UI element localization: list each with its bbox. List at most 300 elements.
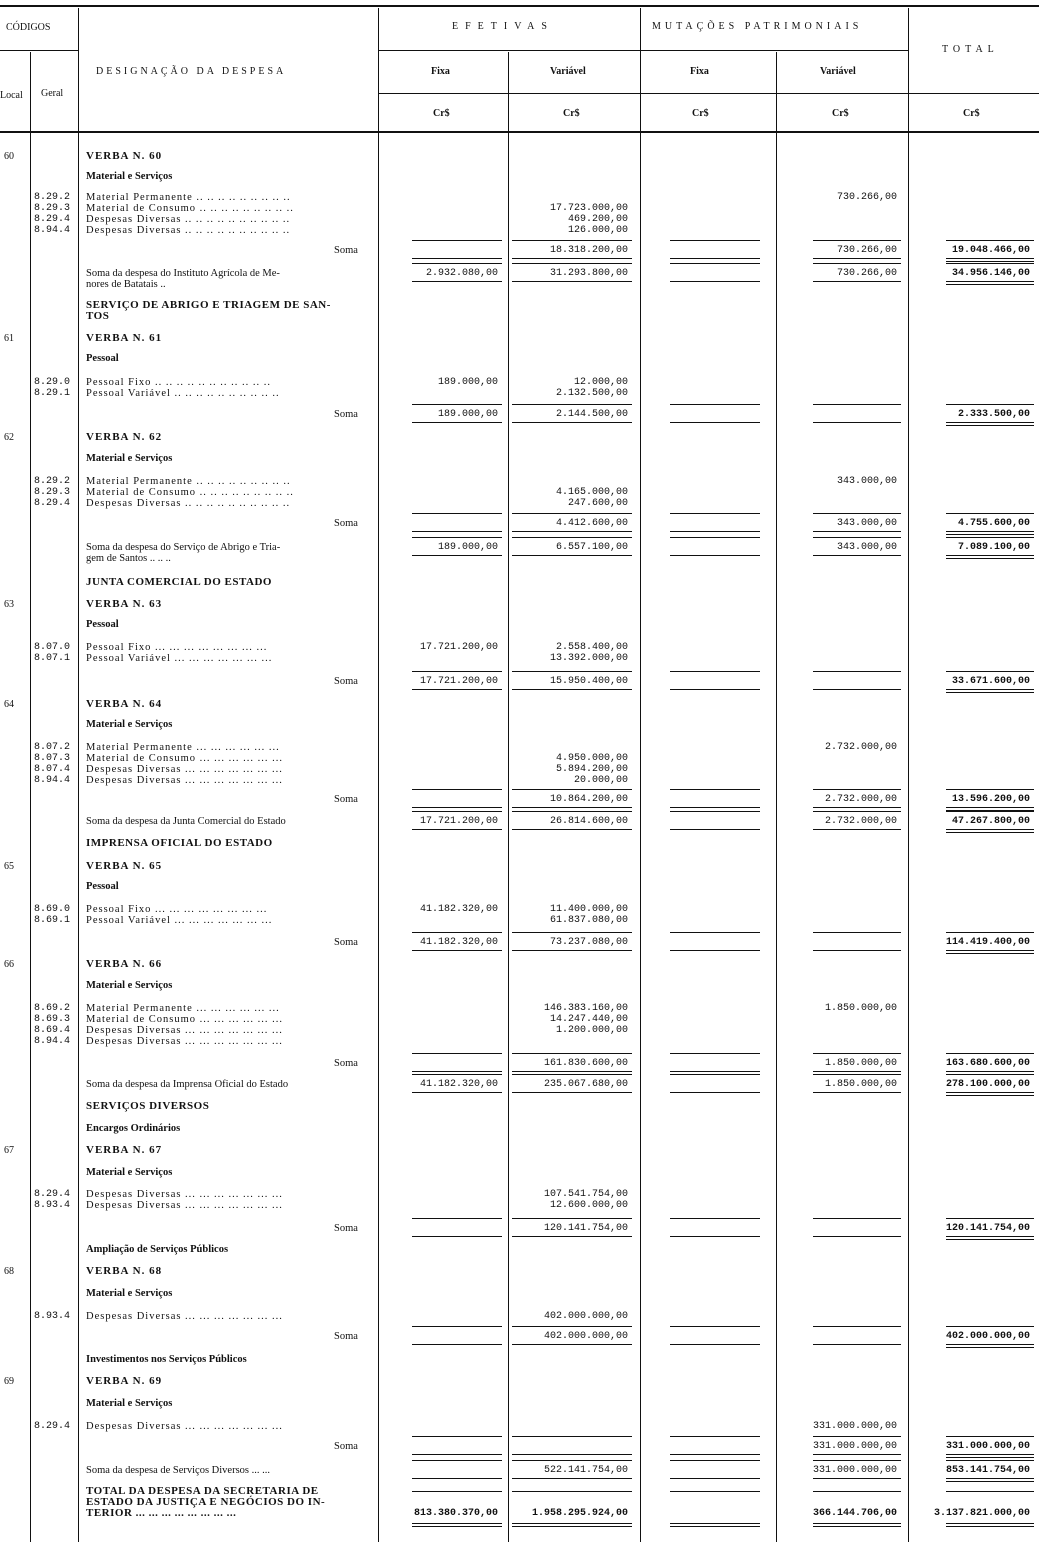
sum-underline	[670, 1478, 760, 1479]
sum-underline	[946, 832, 1034, 833]
sum-underline	[946, 1239, 1034, 1240]
sum-underline	[412, 1053, 502, 1054]
sum-underline	[946, 425, 1034, 426]
amount-fixa: 41.182.320,00	[419, 1079, 498, 1090]
amount-mut_var: 730.266,00	[836, 192, 897, 203]
section-heading: JUNTA COMERCIAL DO ESTADO	[86, 576, 272, 588]
amount-total: 33.671.600,00	[951, 676, 1030, 687]
sum-underline	[670, 422, 760, 423]
soma-label: Soma	[334, 518, 358, 529]
sum-underline	[670, 555, 760, 556]
sum-underline	[512, 555, 632, 556]
amount-variavel: 73.237.080,00	[549, 937, 628, 948]
sum-underline	[946, 1491, 1034, 1492]
sum-underline	[670, 1344, 760, 1345]
sum-underline	[412, 1436, 502, 1437]
sum-underline	[512, 789, 632, 790]
sum-underline	[512, 537, 632, 538]
sum-underline	[946, 689, 1034, 690]
section-heading: SERVIÇOS DIVERSOS	[86, 1100, 210, 1112]
sum-underline	[946, 692, 1034, 693]
amount-variavel: 402.000.000,00	[543, 1311, 628, 1322]
sum-underline	[813, 1523, 901, 1524]
sum-underline	[412, 513, 502, 514]
sum-underline	[946, 240, 1034, 241]
amount-variavel: 522.141.754,00	[543, 1465, 628, 1476]
sum-underline	[512, 689, 632, 690]
section-heading: SERVIÇO DE ABRIGO E TRIAGEM DE SAN- TOS	[86, 299, 331, 322]
row-local-code: 63	[4, 599, 14, 610]
row-description: Soma da despesa do Serviço de Abrigo e Tria- gem de Santos .. .. ..	[86, 542, 281, 564]
amount-total: 402.000.000,00	[945, 1331, 1030, 1342]
row-general-codes: 8.29.0 8.29.1	[34, 377, 71, 399]
subsection-heading: Pessoal	[86, 619, 119, 630]
amount-total: 4.755.600,00	[957, 518, 1030, 529]
row-local-code: 60	[4, 151, 14, 162]
sum-underline	[813, 1526, 901, 1527]
sum-underline	[813, 1071, 901, 1072]
sum-underline	[412, 1526, 502, 1527]
amount-variavel: 15.950.400,00	[549, 676, 628, 687]
sum-underline	[813, 689, 901, 690]
section-heading: IMPRENSA OFICIAL DO ESTADO	[86, 837, 273, 849]
sum-underline	[412, 1344, 502, 1345]
sum-underline	[946, 953, 1034, 954]
currency-total: Cr$	[963, 108, 980, 119]
amount-total: 120.141.754,00	[945, 1223, 1030, 1234]
amount-mut_var: 2.732.000,00	[824, 794, 897, 805]
section-heading: VERBA N. 62	[86, 431, 163, 443]
currency-variavel: Cr$	[563, 108, 580, 119]
row-description: Despesas Diversas ... ... ... ... ... ... ...	[86, 1421, 283, 1432]
amount-variavel: 4.950.000,00 5.894.200,00 20.000,00	[555, 753, 628, 786]
soma-label: Soma	[334, 1058, 358, 1069]
sum-underline	[512, 1092, 632, 1093]
designacao-header: DESIGNAÇÃO DA DESPESA	[96, 66, 287, 77]
row-description: Despesas Diversas ... ... ... ... ... ... ...	[86, 1311, 283, 1322]
sum-underline	[512, 1436, 632, 1437]
col-line-local	[30, 52, 31, 1542]
col-line-variavel	[640, 8, 641, 1542]
sum-underline	[412, 422, 502, 423]
row-general-codes: 8.29.2 8.29.3 8.29.4 8.94.4	[34, 192, 71, 236]
sum-underline	[946, 1436, 1034, 1437]
sum-underline	[946, 1326, 1034, 1327]
sum-underline	[946, 531, 1034, 532]
amount-variavel: 235.067.680,00	[543, 1079, 628, 1090]
sum-underline	[670, 281, 760, 282]
sum-underline	[670, 689, 760, 690]
amount-total: 13.596.200,00	[951, 794, 1030, 805]
sum-underline	[512, 671, 632, 672]
amount-fixa: 2.932.080,00	[425, 268, 498, 279]
amount-variavel: 1.958.295.924,00	[531, 1508, 628, 1519]
row-general-codes: 8.29.4	[34, 1421, 71, 1432]
soma-label: Soma	[334, 409, 358, 420]
amount-mut_var: 1.850.000,00	[824, 1003, 897, 1014]
amount-fixa: 17.721.200,00	[419, 642, 498, 653]
sum-underline	[412, 1326, 502, 1327]
sum-underline	[946, 1218, 1034, 1219]
row-general-codes: 8.07.0 8.07.1	[34, 642, 71, 664]
sum-underline	[412, 1454, 502, 1455]
sum-underline	[813, 1454, 901, 1455]
row-local-code: 61	[4, 333, 14, 344]
amount-mut_var: 343.000,00	[836, 518, 897, 529]
row-local-code: 66	[4, 959, 14, 970]
row-general-codes: 8.69.2 8.69.3 8.69.4 8.94.4	[34, 1003, 71, 1047]
sum-underline	[813, 1478, 901, 1479]
row-description: Material Permanente ... ... ... ... ... ... Material de Consumo ... ... ... ... ... ... Despesas Diversas ... ... ... ... ... ... ... Despesas Diversas ... ... ... ... ... ... ...	[86, 742, 283, 786]
col-line-geral	[78, 8, 79, 1542]
sum-underline	[813, 258, 901, 259]
sum-underline	[946, 807, 1034, 808]
sum-underline	[946, 1523, 1034, 1524]
sum-underline	[670, 404, 760, 405]
amount-total: 278.100.000,00	[945, 1079, 1030, 1090]
subsection-heading: Material e Serviços	[86, 171, 173, 182]
sum-underline	[813, 950, 901, 951]
amount-mut_var: 366.144.706,00	[812, 1508, 897, 1519]
amount-variavel: 10.864.200,00	[549, 794, 628, 805]
sum-underline	[412, 829, 502, 830]
row-local-code: 65	[4, 861, 14, 872]
sum-underline	[412, 950, 502, 951]
amount-total: 7.089.100,00	[957, 542, 1030, 553]
subsection-heading: Material e Serviços	[86, 980, 173, 991]
sum-underline	[946, 1053, 1034, 1054]
sum-underline	[813, 1460, 901, 1461]
sum-underline	[946, 1071, 1034, 1072]
sum-underline	[412, 1092, 502, 1093]
sum-underline	[670, 1436, 760, 1437]
amount-variavel: 26.814.600,00	[549, 816, 628, 827]
section-heading: VERBA N. 61	[86, 332, 163, 344]
amount-fixa: 189.000,00	[437, 542, 498, 553]
sum-underline	[670, 1460, 760, 1461]
row-general-codes: 8.29.2 8.29.3 8.29.4	[34, 476, 71, 509]
sum-underline	[512, 1326, 632, 1327]
sum-underline	[512, 281, 632, 282]
sum-underline	[412, 932, 502, 933]
sum-underline	[512, 240, 632, 241]
efetivas-header: EFETIVAS	[452, 21, 554, 32]
sum-underline	[412, 531, 502, 532]
sum-underline	[813, 1236, 901, 1237]
soma-label: Soma	[334, 1331, 358, 1342]
soma-label: Soma	[334, 794, 358, 805]
codigos-rule	[0, 50, 78, 51]
sum-underline	[512, 1460, 632, 1461]
variavel-header: Variável	[550, 66, 586, 77]
section-heading: TOTAL DA DESPESA DA SECRETARIA DE ESTADO DA JUSTIÇA E NEGÓCIOS DO IN- TERIOR ... ... ... ... ... ... ... ...	[86, 1485, 326, 1519]
row-general-codes: 8.07.2 8.07.3 8.07.4 8.94.4	[34, 742, 71, 786]
sum-underline	[512, 807, 632, 808]
currency-rule	[378, 93, 1039, 94]
sum-underline	[670, 1326, 760, 1327]
amount-total: 331.000.000,00	[945, 1441, 1030, 1452]
sum-underline	[412, 807, 502, 808]
sum-underline	[670, 263, 760, 264]
amount-variavel: 17.723.000,00 469.200,00 126.000,00	[549, 203, 628, 236]
sum-underline	[946, 1074, 1034, 1075]
sum-underline	[512, 1491, 632, 1492]
sum-underline	[813, 1326, 901, 1327]
sum-underline	[412, 789, 502, 790]
sum-underline	[512, 932, 632, 933]
sum-underline	[946, 1454, 1034, 1455]
soma-label: Soma	[334, 245, 358, 256]
amount-mut_var: 343.000,00	[836, 476, 897, 487]
subsection-heading: Material e Serviços	[86, 453, 173, 464]
codigos-header: CÓDIGOS	[6, 22, 51, 33]
currency-mut-fixa: Cr$	[692, 108, 709, 119]
sum-underline	[670, 1218, 760, 1219]
row-description: Material Permanente .. .. .. .. .. .. .. .. .. Material de Consumo .. .. .. .. .. .. .. .. .. Despesas Diversas .. .. .. .. .. .. .. .. .. ..	[86, 476, 294, 509]
sum-underline	[813, 1436, 901, 1437]
sum-underline	[512, 1478, 632, 1479]
sum-underline	[946, 1092, 1034, 1093]
sum-underline	[412, 537, 502, 538]
sum-underline	[813, 1491, 901, 1492]
amount-total: 853.141.754,00	[945, 1465, 1030, 1476]
sum-underline	[412, 689, 502, 690]
sum-underline	[412, 811, 502, 812]
sum-underline	[412, 1236, 502, 1237]
sum-underline	[412, 281, 502, 282]
amount-variavel: 4.412.600,00	[555, 518, 628, 529]
col-line-fixa	[508, 52, 509, 1542]
amount-mut_var: 331.000.000,00	[812, 1421, 897, 1432]
sum-underline	[412, 240, 502, 241]
sum-underline	[670, 258, 760, 259]
row-local-code: 62	[4, 432, 14, 443]
amount-total: 2.333.500,00	[957, 409, 1030, 420]
sum-underline	[946, 829, 1034, 830]
sum-underline	[512, 1218, 632, 1219]
header-bottom-rule	[0, 131, 1039, 133]
amount-fixa: 813.380.370,00	[413, 1508, 498, 1519]
amount-variavel: 161.830.600,00	[543, 1058, 628, 1069]
section-heading: VERBA N. 65	[86, 860, 163, 872]
sum-underline	[670, 1491, 760, 1492]
sum-underline	[512, 829, 632, 830]
row-local-code: 69	[4, 1376, 14, 1387]
sum-underline	[670, 950, 760, 951]
amount-total: 19.048.466,00	[951, 245, 1030, 256]
sum-underline	[412, 404, 502, 405]
row-description: Soma da despesa de Serviços Diversos ... ...	[86, 1465, 271, 1476]
amount-variavel: 11.400.000,00 61.837.080,00	[549, 904, 628, 926]
amount-total: 34.956.146,00	[951, 268, 1030, 279]
sum-underline	[946, 404, 1034, 405]
sum-underline	[946, 263, 1034, 264]
col-line-mut-variavel	[908, 8, 909, 1542]
amount-fixa: 41.182.320,00	[419, 937, 498, 948]
amount-fixa: 17.721.200,00	[419, 676, 498, 687]
sum-underline	[813, 811, 901, 812]
sum-underline	[412, 1491, 502, 1492]
sum-underline	[412, 1523, 502, 1524]
section-heading: VERBA N. 66	[86, 958, 163, 970]
amount-mut_var: 331.000.000,00	[812, 1465, 897, 1476]
sum-underline	[512, 1053, 632, 1054]
sum-underline	[813, 1218, 901, 1219]
sum-underline	[670, 531, 760, 532]
section-heading: VERBA N. 63	[86, 598, 163, 610]
sum-underline	[512, 258, 632, 259]
sum-underline	[946, 932, 1034, 933]
sum-underline	[670, 1526, 760, 1527]
sum-underline	[512, 1074, 632, 1075]
section-heading: VERBA N. 67	[86, 1144, 163, 1156]
sum-underline	[670, 1523, 760, 1524]
sum-underline	[813, 789, 901, 790]
sum-underline	[946, 558, 1034, 559]
sum-underline	[412, 1074, 502, 1075]
sum-underline	[946, 537, 1034, 538]
sum-underline	[670, 789, 760, 790]
sum-underline	[670, 811, 760, 812]
subsection-heading: Pessoal	[86, 881, 119, 892]
sum-underline	[946, 1347, 1034, 1348]
section-heading: VERBA N. 60	[86, 150, 163, 162]
amount-fixa: 17.721.200,00	[419, 816, 498, 827]
sum-underline	[412, 258, 502, 259]
amount-mut_var: 2.732.000,00	[824, 816, 897, 827]
amount-variavel: 2.144.500,00	[555, 409, 628, 420]
amount-variavel: 107.541.754,00 12.600.000,00	[543, 1189, 628, 1211]
sum-underline	[946, 1457, 1034, 1458]
sum-underline	[813, 932, 901, 933]
subsection-heading: Material e Serviços	[86, 1167, 173, 1178]
sum-underline	[813, 671, 901, 672]
sum-underline	[946, 1236, 1034, 1237]
sum-underline	[512, 1344, 632, 1345]
sum-underline	[512, 531, 632, 532]
sum-underline	[670, 240, 760, 241]
sum-underline	[946, 555, 1034, 556]
sum-underline	[670, 807, 760, 808]
amount-mut_var: 1.850.000,00	[824, 1079, 897, 1090]
row-description: Soma da despesa da Junta Comercial do Estado	[86, 816, 286, 827]
subsection-heading: Pessoal	[86, 353, 119, 364]
row-description: Pessoal Fixo ... ... ... ... ... ... ... ... Pessoal Variável ... ... ... ... ... ... ...	[86, 642, 273, 664]
sum-underline	[813, 513, 901, 514]
sum-underline	[512, 950, 632, 951]
amount-mut_var: 730.266,00	[836, 245, 897, 256]
sum-underline	[670, 513, 760, 514]
amount-total: 114.419.400,00	[945, 937, 1030, 948]
sum-underline	[670, 1236, 760, 1237]
mut-variavel-header: Variável	[820, 66, 856, 77]
section-heading: VERBA N. 64	[86, 698, 163, 710]
sum-underline	[670, 1053, 760, 1054]
sum-underline	[946, 950, 1034, 951]
sum-underline	[412, 555, 502, 556]
sum-underline	[946, 1481, 1034, 1482]
amount-fixa: 41.182.320,00	[419, 904, 498, 915]
sum-underline	[670, 671, 760, 672]
sum-underline	[813, 404, 901, 405]
subsection-heading: Ampliação de Serviços Públicos	[86, 1244, 229, 1255]
subsection-heading: Investimentos nos Serviços Públicos	[86, 1354, 247, 1365]
sum-underline	[412, 1478, 502, 1479]
amount-variavel: 402.000.000,00	[543, 1331, 628, 1342]
sum-underline	[813, 1344, 901, 1345]
sum-underline	[813, 807, 901, 808]
soma-label: Soma	[334, 676, 358, 687]
sum-underline	[813, 1053, 901, 1054]
sum-underline	[946, 1095, 1034, 1096]
row-general-codes: 8.69.0 8.69.1	[34, 904, 71, 926]
sum-underline	[512, 811, 632, 812]
sum-underline	[813, 263, 901, 264]
sum-underline	[946, 258, 1034, 259]
sum-underline	[813, 531, 901, 532]
sum-underline	[946, 422, 1034, 423]
sum-underline	[670, 1092, 760, 1093]
amount-mut_var: 730.266,00	[836, 268, 897, 279]
sum-underline	[512, 1454, 632, 1455]
sum-underline	[670, 932, 760, 933]
sum-underline	[813, 1074, 901, 1075]
sum-underline	[512, 1526, 632, 1527]
sum-underline	[512, 513, 632, 514]
subsection-heading: Encargos Ordinários	[86, 1123, 181, 1134]
amount-mut_var: 1.850.000,00	[824, 1058, 897, 1069]
sum-underline	[813, 281, 901, 282]
geral-header: Geral	[41, 88, 64, 99]
sum-underline	[670, 1071, 760, 1072]
sum-underline	[946, 284, 1034, 285]
row-description: Soma da despesa do Instituto Agrícola de Me- nores de Batatais ..	[86, 268, 280, 290]
row-description: Despesas Diversas ... ... ... ... ... ... ... Despesas Diversas ... ... ... ... ... ... ...	[86, 1189, 283, 1211]
currency-fixa: Cr$	[433, 108, 450, 119]
sum-underline	[946, 1526, 1034, 1527]
amount-mut_var: 331.000.000,00	[812, 1441, 897, 1452]
amount-mut_var: 2.732.000,00	[824, 742, 897, 753]
fixa-header: Fixa	[431, 66, 450, 77]
sum-underline	[946, 261, 1034, 262]
sum-underline	[946, 281, 1034, 282]
sum-underline	[946, 789, 1034, 790]
sum-underline	[946, 811, 1034, 812]
sum-underline	[512, 1523, 632, 1524]
sum-underline	[813, 422, 901, 423]
sum-underline	[946, 534, 1034, 535]
row-description: Pessoal Fixo .. .. .. .. .. .. .. .. .. .. .. Pessoal Variável .. .. .. .. .. .. .. .. .. ..	[86, 377, 280, 399]
sum-underline	[412, 1460, 502, 1461]
row-general-codes: 8.93.4	[34, 1311, 71, 1322]
row-local-code: 64	[4, 699, 14, 710]
total-header: TOTAL	[942, 44, 999, 55]
amount-total: 3.137.821.000,00	[933, 1508, 1030, 1519]
sum-underline	[670, 1454, 760, 1455]
sum-underline	[946, 513, 1034, 514]
amount-variavel: 146.383.160,00 14.247.440,00 1.200.000,00	[543, 1003, 628, 1036]
col-line-desc	[378, 8, 379, 1542]
row-description: Pessoal Fixo ... ... ... ... ... ... ... ... Pessoal Variável ... ... ... ... ... ... ...	[86, 904, 273, 926]
sum-underline	[813, 240, 901, 241]
sum-underline	[512, 422, 632, 423]
sum-underline	[670, 829, 760, 830]
sum-underline	[412, 1071, 502, 1072]
amount-total: 163.680.600,00	[945, 1058, 1030, 1069]
sum-underline	[813, 1092, 901, 1093]
section-heading: VERBA N. 69	[86, 1375, 163, 1387]
subsection-heading: Material e Serviços	[86, 719, 173, 730]
